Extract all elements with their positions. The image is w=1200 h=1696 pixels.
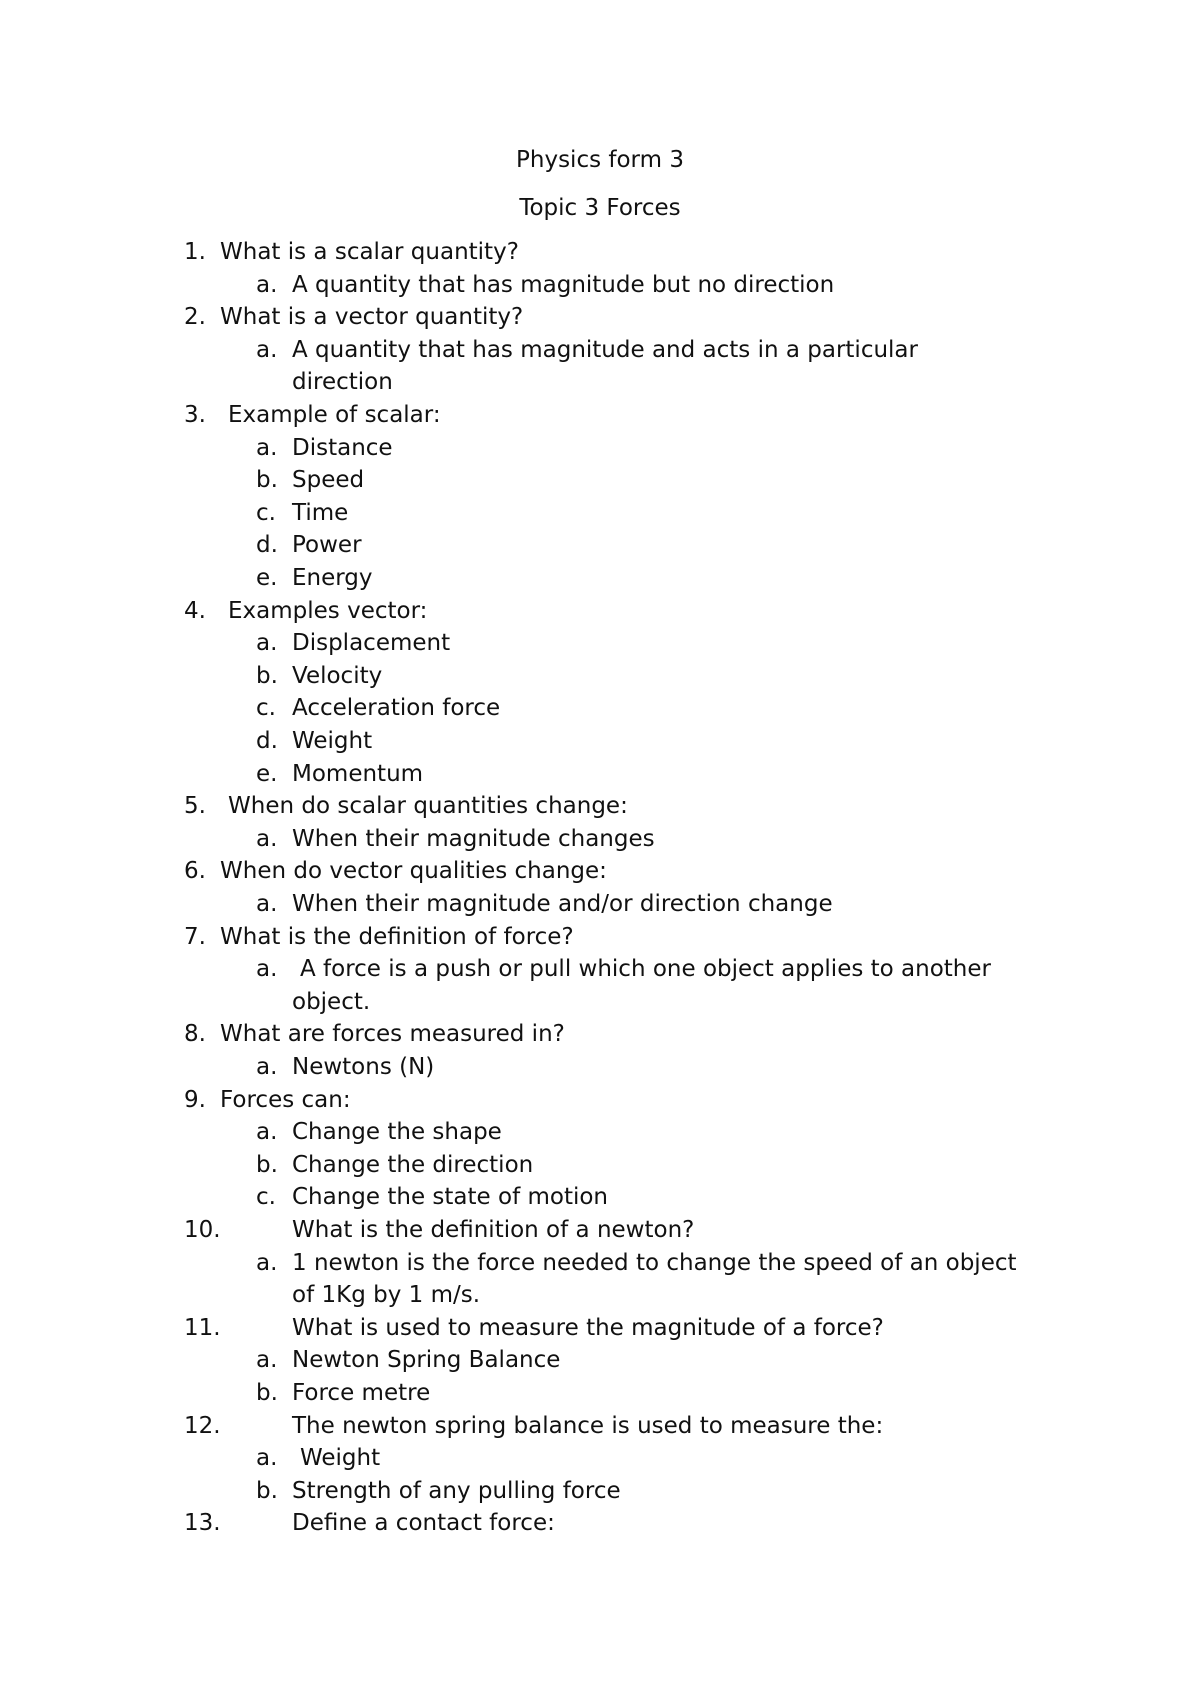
answer-letter: b. <box>256 1151 278 1178</box>
answer-letter: a. <box>256 271 278 298</box>
question-text: Forces can: <box>220 1086 351 1113</box>
question-number: 13. <box>184 1510 221 1537</box>
question-text: When do vector qualities change: <box>220 858 607 885</box>
answer-letter: c. <box>256 695 276 722</box>
answer-text: Energy <box>292 565 373 591</box>
answer-text: When their magnitude changes <box>292 825 655 852</box>
answer-letter: e. <box>256 565 278 591</box>
answer-letter: b. <box>256 1380 278 1406</box>
question-number: 9. <box>184 1086 206 1113</box>
question-text: What is the definition of force? <box>220 923 574 950</box>
answer-text: Weight <box>292 728 373 754</box>
answer-text: of 1Kg by 1 m/s. <box>292 1282 481 1309</box>
answer-text: Force metre <box>292 1380 431 1406</box>
question-text: Example of scalar: <box>228 402 441 428</box>
document-title: Physics form 3 <box>516 147 684 173</box>
answer-text: Momentum <box>292 760 424 787</box>
answer-text: Change the state of motion <box>292 1184 609 1211</box>
question-number: 12. <box>184 1412 221 1439</box>
answer-text: When their magnitude and/or direction change <box>292 891 833 917</box>
question-number: 6. <box>184 858 206 885</box>
question-text: Examples vector: <box>228 597 428 624</box>
answer-text: A quantity that has magnitude but no direction <box>292 271 835 298</box>
answer-letter: b. <box>256 662 278 689</box>
answer-text: Newtons (N) <box>292 1054 435 1080</box>
answer-text: Velocity <box>292 662 383 689</box>
question-text: What are forces measured in? <box>220 1021 565 1048</box>
answer-text: A force is a push or pull which one object applies to another <box>300 956 991 983</box>
question-number: 8. <box>184 1021 206 1048</box>
answer-text: Acceleration force <box>292 695 501 722</box>
answer-letter: d. <box>256 728 278 754</box>
answer-letter: a. <box>256 1119 278 1146</box>
answer-letter: c. <box>256 1184 276 1211</box>
question-text: What is a scalar quantity? <box>220 239 519 265</box>
answer-text: Power <box>292 532 362 559</box>
question-text: The newton spring balance is used to measure the: <box>292 1412 884 1439</box>
answer-letter: a. <box>256 1054 278 1080</box>
question-number: 5. <box>184 793 206 820</box>
answer-letter: b. <box>256 467 278 494</box>
answer-text: direction <box>292 369 393 396</box>
question-text: What is a vector quantity? <box>220 304 524 331</box>
question-number: 11. <box>184 1314 221 1341</box>
answer-letter: a. <box>256 1445 278 1472</box>
question-number: 2. <box>184 304 206 331</box>
answer-letter: a. <box>256 1347 278 1374</box>
question-number: 3. <box>184 402 206 428</box>
question-number: 1. <box>184 239 206 265</box>
answer-letter: a. <box>256 434 278 461</box>
answer-letter: b. <box>256 1477 278 1504</box>
answer-text: 1 newton is the force needed to change the speed of an object <box>292 1249 1017 1276</box>
answer-text: Weight <box>300 1445 381 1472</box>
answer-letter: d. <box>256 532 278 559</box>
question-number: 4. <box>184 597 206 624</box>
question-text: Define a contact force: <box>292 1510 555 1537</box>
answer-letter: a. <box>256 630 278 657</box>
answer-text: Strength of any pulling force <box>292 1477 621 1504</box>
answer-letter: a. <box>256 336 278 363</box>
answer-letter: a. <box>256 1249 278 1276</box>
answer-text: Change the shape <box>292 1119 502 1146</box>
answer-letter: a. <box>256 825 278 852</box>
question-number: 10. <box>184 1217 221 1243</box>
answer-text: Distance <box>292 434 393 461</box>
answer-text: Displacement <box>292 630 451 657</box>
question-text: What is used to measure the magnitude of a force? <box>292 1314 884 1341</box>
answer-text: object. <box>292 988 371 1015</box>
answer-letter: a. <box>256 956 278 983</box>
answer-text: A quantity that has magnitude and acts in a particular <box>292 336 918 363</box>
answer-text: Newton Spring Balance <box>292 1347 561 1374</box>
answer-letter: e. <box>256 760 278 787</box>
question-text: When do scalar quantities change: <box>228 793 628 820</box>
document-subtitle: Topic 3 Forces <box>519 195 681 221</box>
answer-text: Time <box>292 499 349 526</box>
answer-text: Change the direction <box>292 1151 534 1178</box>
answer-text: Speed <box>292 467 365 494</box>
question-text: What is the definition of a newton? <box>292 1217 695 1243</box>
answer-letter: a. <box>256 891 278 917</box>
answer-letter: c. <box>256 499 276 526</box>
question-number: 7. <box>184 923 206 950</box>
